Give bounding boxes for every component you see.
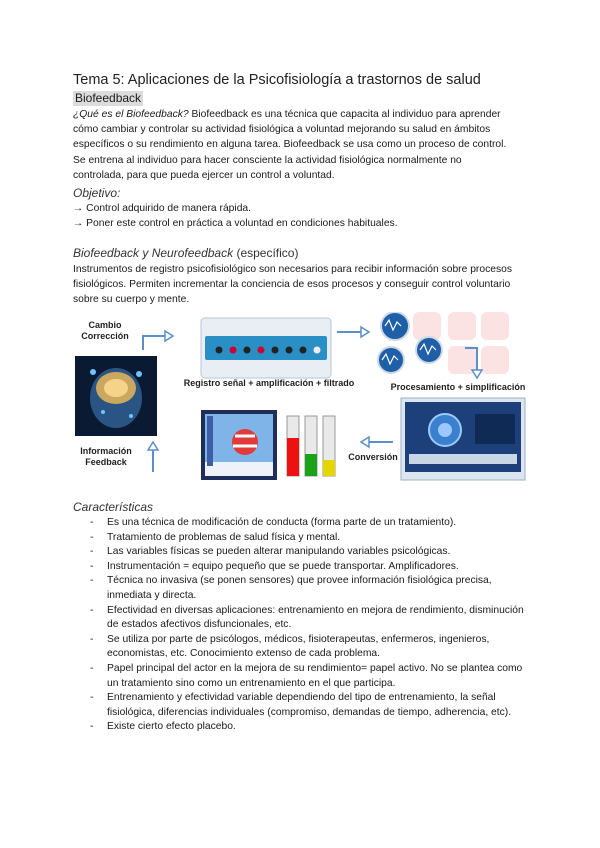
label-cambio: Cambio Corrección xyxy=(81,320,129,341)
list-item: - Existe cierto efecto placebo. xyxy=(90,720,530,735)
objetivo-item: → Poner este control en práctica a voluntad en condiciones habituales. xyxy=(73,218,398,229)
list-item: - Efectividad en diversas aplicaciones: entrenamiento en mejora de rendimiento, disminución de estados afectivos disfuncionales, etc. xyxy=(90,604,530,633)
decor-block xyxy=(481,312,509,340)
caracteristicas-list xyxy=(90,516,530,735)
list-item: - Se utiliza por parte de psicólogos, médicos, fisioterapeutas, enfermeros, ingenieros, economistas, etc. Conocimiento extenso de cada problema. xyxy=(90,633,530,662)
arrow-head xyxy=(361,437,369,447)
intro-paragraph xyxy=(73,107,513,183)
intro-question: ¿Qué es el Biofeedback? xyxy=(73,109,189,120)
objetivo-heading: Objetivo: xyxy=(73,186,121,200)
decor-block xyxy=(413,312,441,340)
label-registro: Registro señal + amplificación + filtrado xyxy=(183,378,355,388)
objetivo-item: → Control adquirido de manera rápida. xyxy=(73,203,252,214)
bar-gauges xyxy=(287,416,335,476)
list-item: - Entrenamiento y efectividad variable dependiendo del tipo de entrenamiento, la señal fisiológica, diferencias individuales (compromiso, demandas de tiempo, adherencia, etc). xyxy=(90,691,530,720)
list-item: - Técnica no invasiva (se ponen sensores) que provee información fisiológica precisa, inmediata y directa. xyxy=(90,574,530,603)
amplifier-device xyxy=(201,318,331,378)
intro-text: Biofeedback es una técnica que capacita al individuo para aprender cómo cambiar y controlar su actividad fisiológica a voluntad mejorando su salud en ámbitos específicos o su rendimiento en alguna tarea. Biofeedback se usa como un proceso de control. Se entrena al individuo para hacer consciente la actividad fisiológica normalmente no controlada, para que pueda ejercer un control a voluntad. xyxy=(73,109,507,181)
page-title: Tema 5: Aplicaciones de la Psicofisiología a trastornos de salud xyxy=(73,72,481,88)
arrow-head xyxy=(165,331,173,341)
arrow-head xyxy=(472,370,482,378)
list-item: - Papel principal del actor en la mejora de su rendimiento= papel activo. No se plantea como un tratamiento sino como un entrenamiento en el que participa. xyxy=(90,662,530,691)
arrow-cambio xyxy=(143,336,165,350)
neuro-heading-italic: Biofeedback y Neurofeedback xyxy=(73,246,234,260)
arrow-head xyxy=(148,442,158,450)
list-item: - Instrumentación = equipo pequeño que se puede transportar. Amplificadores. xyxy=(90,560,530,575)
label-procesamiento: Procesamiento + simplificación xyxy=(390,382,526,392)
arrow-head xyxy=(361,327,369,337)
neuro-paragraph: Instrumentos de registro psicofisiológico son necesarios para recibir información sobre procesos fisiológicos. Permiten incrementar la conciencia de esos procesos y conseguir control voluntario sobre su cuerpo y mente. xyxy=(73,264,512,306)
feedback-monitor xyxy=(401,398,525,480)
brain-head-image xyxy=(75,356,157,436)
label-info: Información Feedback xyxy=(80,446,132,467)
biofeedback-diagram xyxy=(73,312,533,487)
decor-block xyxy=(448,312,476,340)
balloon-screen xyxy=(201,410,277,480)
caracteristicas-heading: Características xyxy=(73,500,154,514)
diagram-graphics xyxy=(73,312,533,487)
neuro-heading-plain: (específico) xyxy=(233,246,299,260)
list-item: - Tratamiento de problemas de salud física y mental. xyxy=(90,531,530,546)
decor-block xyxy=(481,346,509,374)
list-item: - Las variables físicas se pueden alterar manipulando variables psicológicas. xyxy=(90,545,530,560)
section-heading-biofeedback: Biofeedback xyxy=(75,91,142,105)
list-item: - Es una técnica de modificación de conducta (forma parte de un tratamiento). xyxy=(90,516,530,531)
neuro-heading xyxy=(73,246,298,260)
label-conversion: Conversión xyxy=(348,452,398,462)
